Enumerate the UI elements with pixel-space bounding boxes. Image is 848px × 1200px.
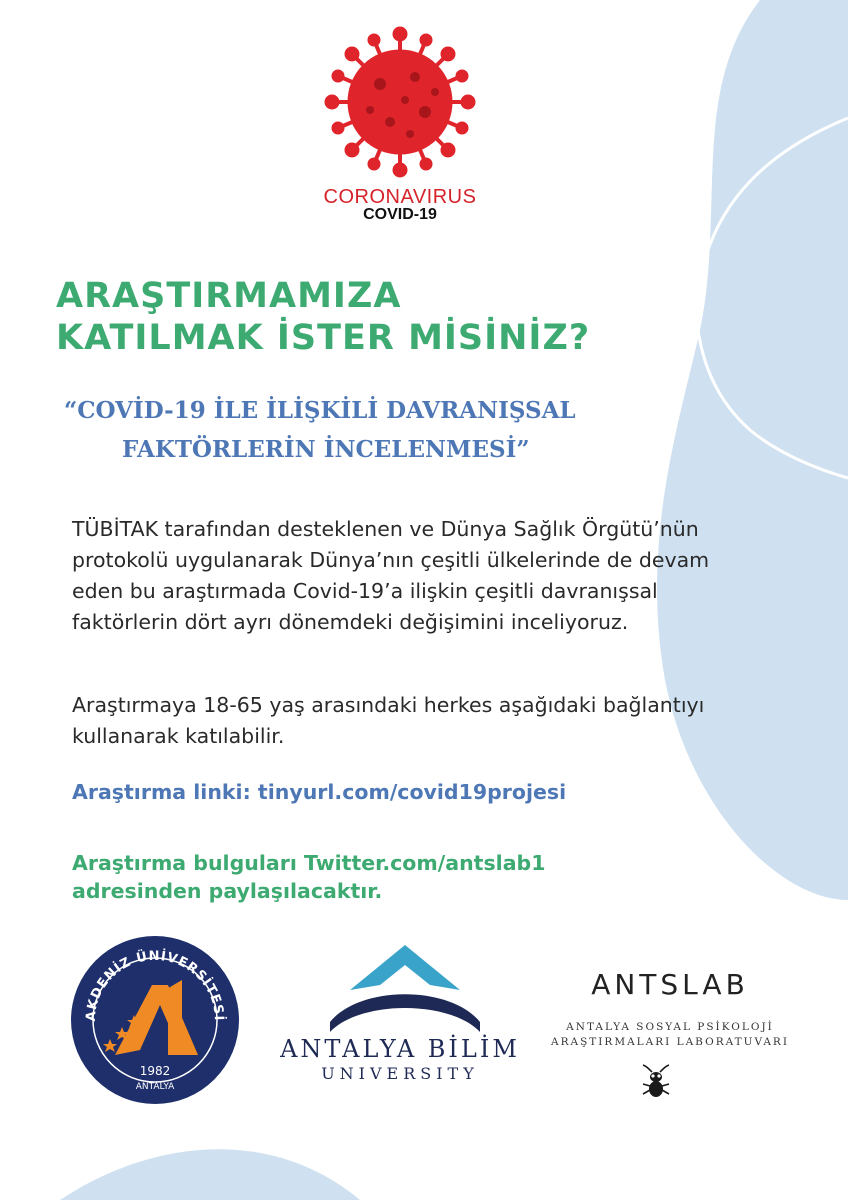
antslab-subtitle-line-2: ARAŞTIRMALARI LABORATUVARI [551, 1036, 789, 1048]
twitter-note-line-2: adresinden paylaşılacaktır. [72, 879, 383, 903]
abu-name-line-1: ANTALYA BİLİM [280, 1035, 520, 1063]
abu-name-line-2: UNIVERSITY [321, 1064, 479, 1083]
twitter-note-line-1: Araştırma bulguları Twitter.com/antslab1 [72, 851, 546, 875]
akdeniz-city-text: ANTALYA [135, 1082, 175, 1092]
akdeniz-name-text: AKDENİZ ÜNİVERSİTESİ [83, 948, 227, 1022]
eligibility-paragraph: Araştırmaya 18-65 yaş arasındaki herkes aşağıdaki bağlantıyı kullanarak katılabilir. [72, 693, 705, 748]
akdeniz-year-text: 1982 [139, 1064, 171, 1078]
background-blob-bottom [60, 1149, 360, 1200]
study-title-line-2: FAKTÖRLERİN İNCELENMESİ” [122, 436, 530, 463]
logo-coronavirus-text: CORONAVIRUS [323, 186, 477, 208]
headline-line-2: KATILMAK İSTER MİSİNİZ? [56, 318, 591, 358]
background-blob-right [657, 0, 848, 900]
headline-line-1: ARAŞTIRMAMIZA [56, 276, 402, 316]
logo-covid19-text: COVID-19 [363, 206, 437, 223]
research-link[interactable]: Araştırma linki: tinyurl.com/covid19projesi [72, 780, 567, 804]
description-paragraph: TÜBİTAK tarafından desteklenen ve Dünya Sağlık Örgütü’nün protokolü uygulanarak Dünya’nın çeşitli ülkelerinde de devam eden bu araştırmada Covid-19’a ilişkin çeşitli davranışsal faktörlerin dört ayrı dönemdeki değişimini inceliyoruz. [72, 517, 710, 634]
antslab-subtitle-line-1: ANTALYA SOSYAL PSİKOLOJİ [566, 1021, 774, 1033]
study-title-line-1: “COVİD-19 İLE İLİŞKİLİ DAVRANIŞSAL [64, 397, 576, 424]
antslab-title: ANTSLAB [591, 968, 749, 1001]
akdeniz-university-logo [70, 935, 240, 1105]
ant-icon [638, 1062, 674, 1102]
